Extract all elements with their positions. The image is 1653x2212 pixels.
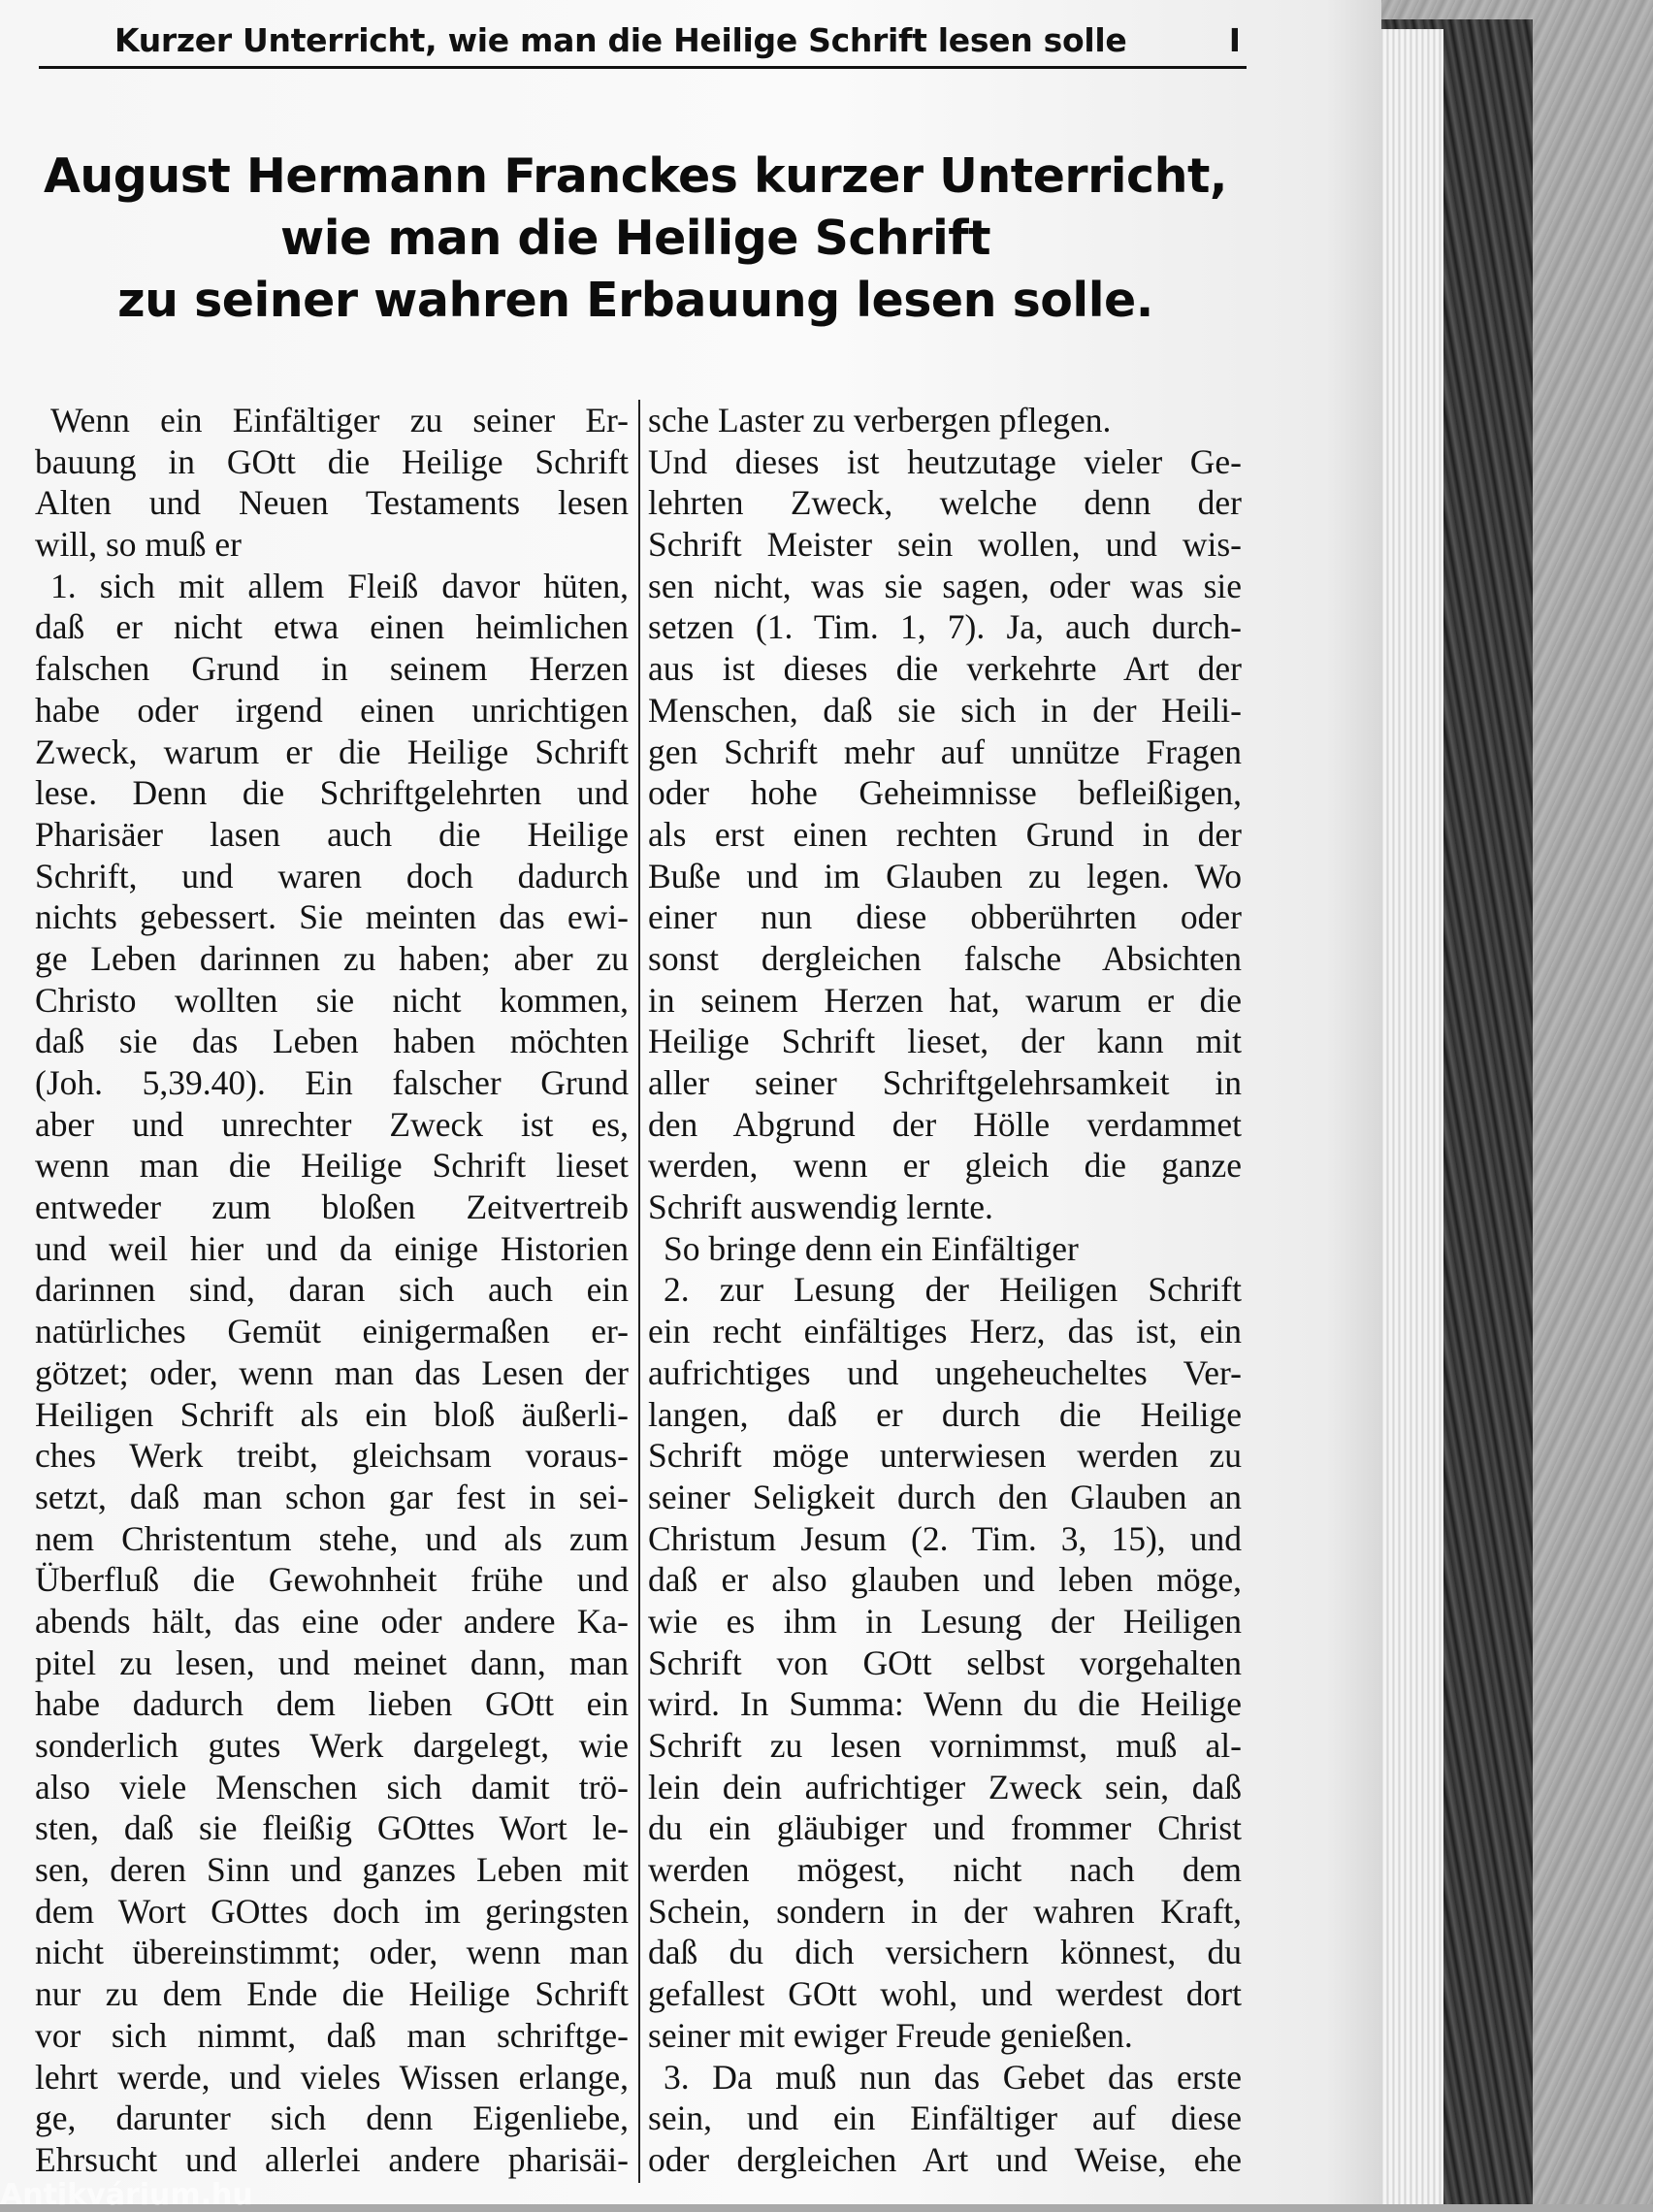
text-line: aber und unrechter Zweck ist es, bbox=[35, 1104, 629, 1144]
column-divider bbox=[638, 400, 640, 2183]
text-line: So bringe denn ein Einfältiger bbox=[664, 1228, 1079, 1268]
text-line: Schrift möge unterwiesen werden zu bbox=[648, 1436, 1242, 1476]
text-line: sein, und ein Einfältiger auf diese bbox=[648, 2098, 1242, 2138]
text-line: Schrift zu lesen vornimmst, muß al- bbox=[648, 1726, 1242, 1765]
text-line: (Joh. 5,39.40). Ein falscher Grund bbox=[35, 1063, 629, 1102]
text-line: Ehrsucht und allerlei andere pharisäi- bbox=[35, 2139, 629, 2179]
text-line: Christo wollten sie nicht kommen, bbox=[35, 980, 629, 1020]
text-line: wie es ihm in Lesung der Heiligen bbox=[648, 1601, 1242, 1641]
text-line: vor sich nimmt, daß man schriftge- bbox=[35, 2015, 629, 2055]
text-line: setzen (1. Tim. 1, 7). Ja, auch durch- bbox=[648, 607, 1242, 647]
chapter-title-line: August Hermann Franckes kurzer Unterricht, bbox=[43, 148, 1228, 204]
text-line: lehrt werde, und vieles Wissen erlange, bbox=[35, 2057, 629, 2097]
text-line: aufrichtiges und ungeheucheltes Ver- bbox=[648, 1352, 1242, 1392]
text-line: setzt, daß man schon gar fest in sei- bbox=[35, 1477, 629, 1516]
text-line: darinnen sind, daran sich auch ein bbox=[35, 1270, 629, 1310]
text-line: ge, darunter sich denn Eigenliebe, bbox=[35, 2098, 629, 2138]
text-line: Christum Jesum (2. Tim. 3, 15), und bbox=[648, 1518, 1242, 1558]
page-number: I bbox=[1228, 21, 1241, 59]
running-head bbox=[39, 17, 1247, 69]
text-line: Zweck, warum er die Heilige Schrift bbox=[35, 732, 629, 771]
text-line: habe dadurch dem lieben GOtt ein bbox=[35, 1684, 629, 1724]
text-line: Schrift von GOtt selbst vorgehalten bbox=[648, 1643, 1242, 1682]
text-line: Menschen, daß sie sich in der Heili- bbox=[648, 690, 1242, 730]
text-line: Und dieses ist heutzutage vieler Ge- bbox=[648, 441, 1242, 481]
text-line: Alten und Neuen Testaments lesen bbox=[35, 483, 629, 523]
page-edges bbox=[1378, 29, 1443, 2204]
chapter-title bbox=[29, 146, 1242, 332]
chapter-title-line: wie man die Heilige Schrift bbox=[279, 211, 990, 266]
text-line: den Abgrund der Hölle verdammet bbox=[648, 1104, 1242, 1144]
text-line: ches Werk treibt, gleichsam voraus- bbox=[35, 1436, 629, 1476]
text-line: sche Laster zu verbergen pflegen. bbox=[648, 401, 1112, 439]
text-line: und weil hier und da einige Historien bbox=[35, 1228, 629, 1268]
text-line: aus ist dieses die verkehrte Art der bbox=[648, 649, 1242, 689]
text-line: will, so muß er bbox=[35, 525, 242, 565]
text-line: langen, daß er durch die Heilige bbox=[648, 1394, 1242, 1434]
text-line: werden, wenn er gleich die ganze bbox=[648, 1146, 1242, 1186]
text-line: sen nicht, was sie sagen, oder was sie bbox=[648, 566, 1242, 605]
text-line: sonst dergleichen falsche Absichten bbox=[648, 938, 1242, 978]
text-line: 3. Da muß nun das Gebet das erste bbox=[664, 2057, 1242, 2097]
text-line: abends hält, das eine oder andere Ka- bbox=[35, 1601, 629, 1641]
text-line: aller seiner Schriftgelehrsamkeit in bbox=[648, 1063, 1242, 1102]
chapter-title-line: zu seiner wahren Erbauung lesen solle. bbox=[117, 273, 1153, 328]
text-line: oder hohe Geheimnisse befleißigen, bbox=[648, 773, 1242, 813]
text-line: lehrten Zweck, welche denn der bbox=[648, 483, 1242, 523]
text-line: gen Schrift mehr auf unnütze Fragen bbox=[648, 732, 1242, 771]
text-line: entweder zum bloßen Zeitvertreib bbox=[35, 1187, 629, 1227]
text-line: ge Leben darinnen zu haben; aber zu bbox=[35, 938, 629, 978]
text-line: falschen Grund in seinem Herzen bbox=[35, 649, 629, 689]
text-line: Schein, sondern in der wahren Kraft, bbox=[648, 1891, 1242, 1931]
text-line: gefallest GOtt wohl, und werdest dort bbox=[648, 1974, 1242, 2014]
text-line: Schrift auswendig lernte. bbox=[648, 1187, 993, 1227]
text-line: Heilige Schrift lieset, der kann mit bbox=[648, 1022, 1242, 1061]
text-line: seiner mit ewiger Freude genießen. bbox=[648, 2015, 1133, 2055]
text-line: Schrift Meister sein wollen, und wis- bbox=[648, 525, 1242, 565]
text-line: Wenn ein Einfältiger zu seiner Er- bbox=[50, 401, 629, 439]
text-line: nicht übereinstimmt; oder, wenn man bbox=[35, 1933, 629, 1972]
text-line: daß er also glauben und leben möge, bbox=[648, 1560, 1242, 1600]
text-line: oder dergleichen Art und Weise, ehe bbox=[648, 2139, 1242, 2179]
left-text-column bbox=[35, 400, 629, 2181]
text-line: 2. zur Lesung der Heiligen Schrift bbox=[664, 1270, 1242, 1310]
text-line: Schrift, und waren doch dadurch bbox=[35, 856, 629, 895]
text-line: einer nun diese obberührten oder bbox=[648, 897, 1242, 937]
text-line: natürliches Gemüt einigermaßen er- bbox=[35, 1312, 629, 1351]
text-line: in seinem Herzen hat, warum er die bbox=[648, 980, 1242, 1020]
text-line: als erst einen rechten Grund in der bbox=[648, 814, 1242, 854]
text-line: lese. Denn die Schriftgelehrten und bbox=[35, 773, 629, 813]
text-line: lein dein aufrichtiger Zweck sein, daß bbox=[648, 1767, 1242, 1806]
running-head-title: Kurzer Unterricht, wie man die Heilige Schrift lesen solle bbox=[114, 21, 1127, 59]
text-line: nur zu dem Ende die Heilige Schrift bbox=[35, 1974, 629, 2014]
text-line: werden mögest, nicht nach dem bbox=[648, 1850, 1242, 1890]
text-line: Pharisäer lasen auch die Heilige bbox=[35, 814, 629, 854]
text-line: götzet; oder, wenn man das Lesen der bbox=[35, 1352, 629, 1392]
text-line: Heiligen Schrift als ein bloß äußerli- bbox=[35, 1394, 629, 1434]
text-line: nem Christentum stehe, und als zum bbox=[35, 1518, 629, 1558]
text-line: wird. In Summa: Wenn du die Heilige bbox=[648, 1684, 1242, 1724]
text-line: Überfluß die Gewohnheit frühe und bbox=[35, 1560, 629, 1600]
text-line: pitel zu lesen, und meinet dann, man bbox=[35, 1643, 629, 1682]
text-line: sten, daß sie fleißig GOttes Wort le- bbox=[35, 1808, 629, 1848]
text-line: Buße und im Glauben zu legen. Wo bbox=[648, 856, 1242, 895]
text-line: ein recht einfältiges Herz, das ist, ein bbox=[648, 1312, 1242, 1351]
text-line: seiner Seligkeit durch den Glauben an bbox=[648, 1477, 1242, 1516]
text-line: wenn man die Heilige Schrift lieset bbox=[35, 1146, 629, 1186]
text-line: sen, deren Sinn und ganzes Leben mit bbox=[35, 1850, 629, 1890]
text-line: daß du dich versichern könnest, du bbox=[648, 1933, 1242, 1972]
text-line: bauung in GOtt die Heilige Schrift bbox=[35, 441, 629, 481]
text-line: habe oder irgend einen unrichtigen bbox=[35, 690, 629, 730]
text-line: 1. sich mit allem Fleiß davor hüten, bbox=[50, 566, 629, 605]
text-line: dem Wort GOttes doch im geringsten bbox=[35, 1891, 629, 1931]
text-line: nichts gebessert. Sie meinten das ewi- bbox=[35, 897, 629, 937]
text-line: sonderlich gutes Werk dargelegt, wie bbox=[35, 1726, 629, 1765]
right-text-column bbox=[648, 400, 1242, 2181]
text-line: du ein gläubiger und frommer Christ bbox=[648, 1808, 1242, 1848]
text-line: daß er nicht etwa einen heimlichen bbox=[35, 607, 629, 647]
watermark: Antikvárium.hu bbox=[0, 2178, 253, 2212]
text-line: daß sie das Leben haben möchten bbox=[35, 1022, 629, 1061]
text-line: also viele Menschen sich damit trö- bbox=[35, 1767, 629, 1806]
